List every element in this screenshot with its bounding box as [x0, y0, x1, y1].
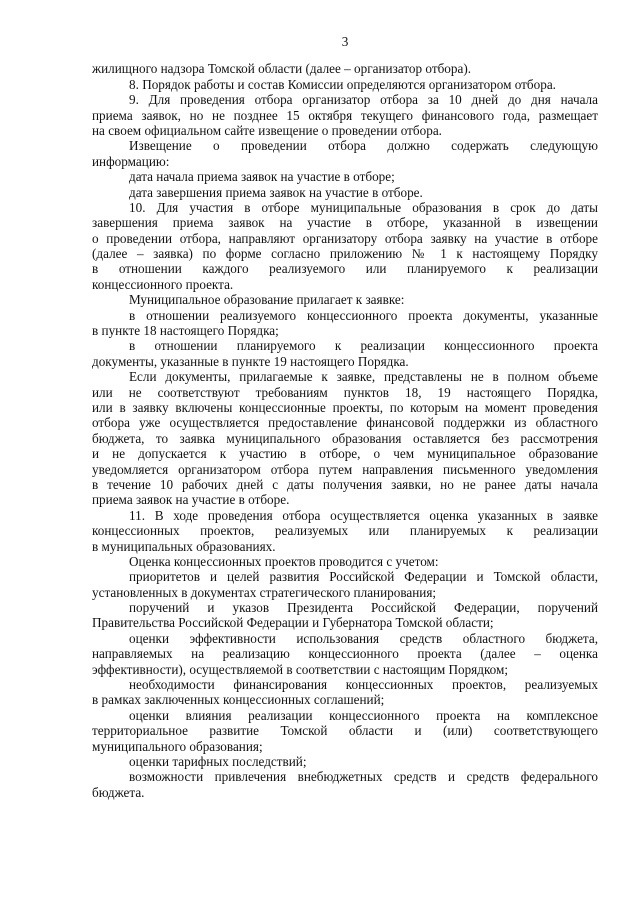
text-line: муниципального образования; — [92, 738, 263, 754]
text-line: Правительства Российской Федерации и Губернатора Томской области; — [92, 615, 494, 631]
text-line: концессионных проектов, реализуемых или планируемых к реализации — [92, 523, 598, 539]
text-line: или в заявку включены концессионные проекты, по которым на момент проведения — [92, 400, 598, 415]
text-line: необходимости финансирования концессионных проектов, реализуемых — [129, 677, 598, 693]
text-line: в отношении планируемого к реализации концессионного проекта — [129, 338, 598, 354]
text-line: оценки эффективности использования средств областного бюджета, — [129, 630, 598, 646]
text-line: о проведении отбора, направляют организатору отбора заявку на участие в отборе — [92, 230, 598, 246]
document-body — [92, 61, 598, 800]
text-line: в муниципальных образованиях. — [92, 538, 276, 554]
text-line: бюджета, то заявка муниципального образования оставляется без рассмотрения — [92, 430, 598, 446]
text-line: поручений и указов Президента Российской Федерации, поручений — [129, 600, 598, 616]
text-line: отбора уже осуществляется предоставление финансовой поддержки из областного — [92, 415, 598, 431]
text-line: оценки влияния реализации концессионного проекта на комплексное — [129, 707, 598, 723]
text-line: в пункте 18 настоящего Порядка; — [92, 323, 279, 339]
text-line: и не допускается к участию в отборе, о чем муниципальное образование — [92, 446, 598, 462]
text-line: завершения приема заявок на участие в отборе, указанной в извещении — [92, 215, 598, 231]
text-line: оценки тарифных последствий; — [129, 753, 307, 769]
text-line: в течение 10 рабочих дней с даты получения заявки, но не ранее даты начала — [92, 476, 598, 492]
text-line: в отношении реализуемого концессионного проекта документы, указанные — [129, 307, 598, 323]
text-line: бюджета. — [92, 784, 145, 800]
text-line: информацию: — [92, 153, 170, 169]
text-line: Если документы, прилагаемые к заявке, представлены не в полном объеме — [129, 369, 598, 385]
page-number: 3 — [341, 34, 349, 49]
text-line: в рамках заключенных концессионных соглашений; — [92, 692, 385, 708]
text-line: на своем официальном сайте извещение о проведении отбора. — [92, 122, 442, 138]
text-line: приема заявок, но не позднее 15 октября текущего финансового года, размещает — [92, 107, 598, 123]
text-line: жилищного надзора Томской области (далее – организатор отбора). — [92, 61, 472, 77]
text-line: концессионного проекта. — [92, 276, 234, 292]
text-line: или не соответствуют требованиям пунктов 18, 19 настоящего Порядка, — [92, 384, 598, 400]
text-line: 9. Для проведения отбора организатор отбора за 10 дней до дня начала — [129, 92, 598, 108]
text-line: приема заявок на участие в отборе. — [92, 492, 290, 508]
text-line: Извещение о проведении отбора должно содержать следующую — [129, 138, 598, 154]
text-line: установленных в документах стратегического планирования; — [92, 584, 437, 600]
text-line: 8. Порядок работы и состав Комиссии определяются организатором отбора. — [129, 76, 556, 92]
text-line: направляемых на реализацию концессионного проекта (далее – оценка — [92, 646, 598, 662]
text-line: эффективности), осуществляемой в соответствии с настоящим Порядком; — [92, 661, 509, 677]
text-line: 10. Для участия в отборе муниципальные образования в срок до даты — [129, 199, 598, 215]
text-line: дата завершения приема заявок на участие в отборе. — [129, 184, 423, 200]
text-line: документы, указанные в пункте 19 настоящего Порядка. — [92, 353, 409, 369]
text-line: Оценка концессионных проектов проводится с учетом: — [129, 553, 439, 569]
text-line: в отношении каждого реализуемого или планируемого к реализации — [92, 261, 598, 277]
text-line: дата начала приема заявок на участие в отборе; — [129, 169, 395, 185]
text-line: (далее – заявка) по форме согласно приложению № 1 к настоящему Порядку — [92, 246, 598, 262]
text-line: территориальное развитие Томской области и (или) соответствующего — [92, 723, 598, 739]
text-line: Муниципальное образование прилагает к заявке: — [129, 292, 405, 308]
text-line: приоритетов и целей развития Российской Федерации и Томской области, — [129, 569, 598, 585]
text-line: возможности привлечения внебюджетных средств и средств федерального — [129, 769, 598, 785]
text-line: уведомляется организатором отбора путем направления письменного уведомления — [92, 461, 598, 477]
text-line: 11. В ходе проведения отбора осуществляется оценка указанных в заявке — [129, 507, 598, 523]
